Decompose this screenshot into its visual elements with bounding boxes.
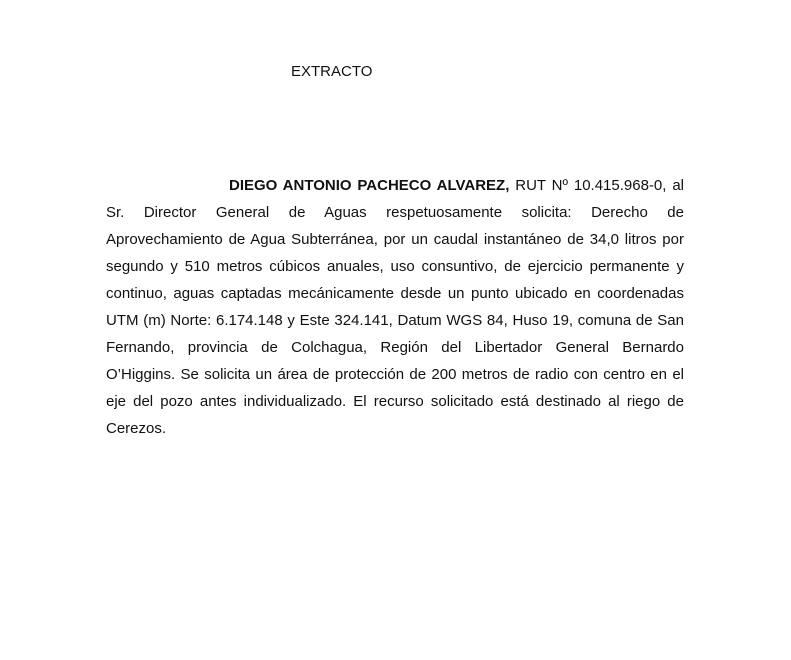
document-title: EXTRACTO xyxy=(291,63,373,80)
rut-text: RUT Nº 10.415.968-0, xyxy=(515,177,667,194)
applicant-name: DIEGO ANTONIO PACHECO ALVAREZ, xyxy=(229,177,510,194)
paragraph-body: al Sr. Director General de Aguas respetuosamente solicita: Derecho de Aprovechamiento de Agua Subterránea, por un caudal instantáneo de 34,0 litros por segundo y 510 metros cúbicos anuales, uso consuntivo, de ejercicio permanente y continuo, aguas captadas mecánicamente desde un punto ubicado en coordenadas UTM (m) Norte: 6.174.148 y Este 324.141, Datum WGS 84, Huso 19, comuna de San Fernando, provincia de Colchagua, Región del Libertador General Bernardo O’Higgins. Se solicita un área de protección de 200 metros de radio con centro en el eje del pozo antes individualizado. El recurso solicitado está destinado al riego de Cerezos. xyxy=(106,177,685,437)
extract-paragraph xyxy=(106,172,684,442)
